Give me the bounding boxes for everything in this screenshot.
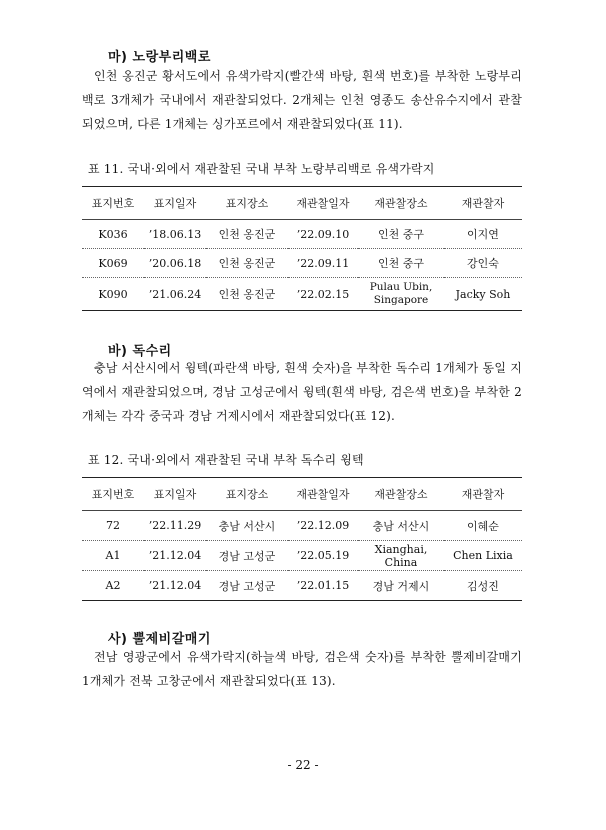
section-paragraph-ba: 충남 서산시에서 윙텍(파란색 바탕, 흰색 숫자)을 부착한 독수리 1개체가 동일 지역에서 재관찰되었으며, 경남 고성군에서 윙텍(흰색 바탕, 검은색 번호)을 부착한 2개체는 각각 중국과 경남 거제시에서 재관찰되었다(표 12). bbox=[82, 361, 522, 423]
table-cell: K069 bbox=[82, 249, 144, 278]
table-cell: ’22.12.09 bbox=[288, 511, 358, 541]
table-cell: 충남 서산시 bbox=[358, 511, 444, 541]
table-row bbox=[82, 220, 522, 249]
column-header: 재관찰일자 bbox=[288, 187, 358, 220]
table-cell: Chen Lixia bbox=[444, 541, 522, 571]
table-cell: ’22.05.19 bbox=[288, 541, 358, 571]
table-row bbox=[82, 249, 522, 278]
table-cell: ’22.02.15 bbox=[288, 278, 358, 311]
table-header-row bbox=[82, 187, 522, 220]
table-cell: 인천 중구 bbox=[358, 249, 444, 278]
section-heading-ma: 마) 노랑부리백로 bbox=[108, 50, 211, 65]
table-cell: ’22.01.15 bbox=[288, 571, 358, 601]
table-cell: 인천 옹진군 bbox=[206, 249, 288, 278]
table-cell: ’22.09.10 bbox=[288, 220, 358, 249]
section-paragraph-sa: 전남 영광군에서 유색가락지(하늘색 바탕, 검은색 숫자)를 부착한 뿔제비갈매기 1개체가 전북 고창군에서 재관찰되었다(표 13). bbox=[82, 650, 522, 688]
page-number: - 22 - bbox=[287, 758, 319, 772]
column-header: 재관찰일자 bbox=[288, 478, 358, 511]
column-header: 표지장소 bbox=[206, 478, 288, 511]
table-cell: A2 bbox=[82, 571, 144, 601]
table-cell: 이지연 bbox=[444, 220, 522, 249]
column-header: 표지번호 bbox=[82, 187, 144, 220]
table-cell: 인천 옹진군 bbox=[206, 220, 288, 249]
column-header: 재관찰자 bbox=[444, 478, 522, 511]
column-header: 표지번호 bbox=[82, 478, 144, 511]
table-cell: ’21.12.04 bbox=[144, 571, 206, 601]
table-cell: 72 bbox=[82, 511, 144, 541]
table-cell: A1 bbox=[82, 541, 144, 571]
section-paragraph-ma: 인천 옹진군 황서도에서 유색가락지(빨간색 바탕, 흰색 번호)를 부착한 노랑부리백로 3개체가 국내에서 재관찰되었다. 2개체는 인천 영종도 송산유수지에서 관찰되었으며, 다른 1개체는 싱가포르에서 재관찰되었다(표 11). bbox=[82, 69, 522, 131]
table-row bbox=[82, 541, 522, 571]
column-header: 표지일자 bbox=[144, 478, 206, 511]
table-cell: 인천 중구 bbox=[358, 220, 444, 249]
table-cell: ’18.06.13 bbox=[144, 220, 206, 249]
table-header-row bbox=[82, 478, 522, 511]
table-12 bbox=[82, 477, 522, 601]
table-cell: 이혜순 bbox=[444, 511, 522, 541]
table-cell: Pulau Ubin, Singapore bbox=[358, 278, 444, 311]
table-cell: ’21.06.24 bbox=[144, 278, 206, 311]
column-header: 표지장소 bbox=[206, 187, 288, 220]
table-cell: 경남 고성군 bbox=[206, 571, 288, 601]
table-cell: 인천 옹진군 bbox=[206, 278, 288, 311]
table-cell: 충남 서산시 bbox=[206, 511, 288, 541]
table-cell: 경남 거제시 bbox=[358, 571, 444, 601]
table-cell: ’22.11.29 bbox=[144, 511, 206, 541]
table-cell: Jacky Soh bbox=[444, 278, 522, 311]
section-heading-sa: 사) 뿔제비갈매기 bbox=[108, 632, 211, 647]
table-cell: 경남 고성군 bbox=[206, 541, 288, 571]
table-cell: ’22.09.11 bbox=[288, 249, 358, 278]
table-cell: ’21.12.04 bbox=[144, 541, 206, 571]
column-header: 표지일자 bbox=[144, 187, 206, 220]
table-row bbox=[82, 278, 522, 311]
table-cell: 김성진 bbox=[444, 571, 522, 601]
table-12-caption: 표 12. 국내·외에서 재관찰된 국내 부착 독수리 윙텍 bbox=[88, 453, 364, 467]
column-header: 재관찰장소 bbox=[358, 478, 444, 511]
table-cell: 강인숙 bbox=[444, 249, 522, 278]
section-heading-ba: 바) 독수리 bbox=[108, 344, 172, 359]
table-cell: ’20.06.18 bbox=[144, 249, 206, 278]
table-row bbox=[82, 511, 522, 541]
table-cell: K036 bbox=[82, 220, 144, 249]
table-11 bbox=[82, 186, 522, 311]
table-row bbox=[82, 571, 522, 601]
column-header: 재관찰자 bbox=[444, 187, 522, 220]
column-header: 재관찰장소 bbox=[358, 187, 444, 220]
table-cell: K090 bbox=[82, 278, 144, 311]
table-11-caption: 표 11. 국내·외에서 재관찰된 국내 부착 노랑부리백로 유색가락지 bbox=[88, 162, 435, 176]
table-cell: Xianghai, China bbox=[358, 541, 444, 571]
